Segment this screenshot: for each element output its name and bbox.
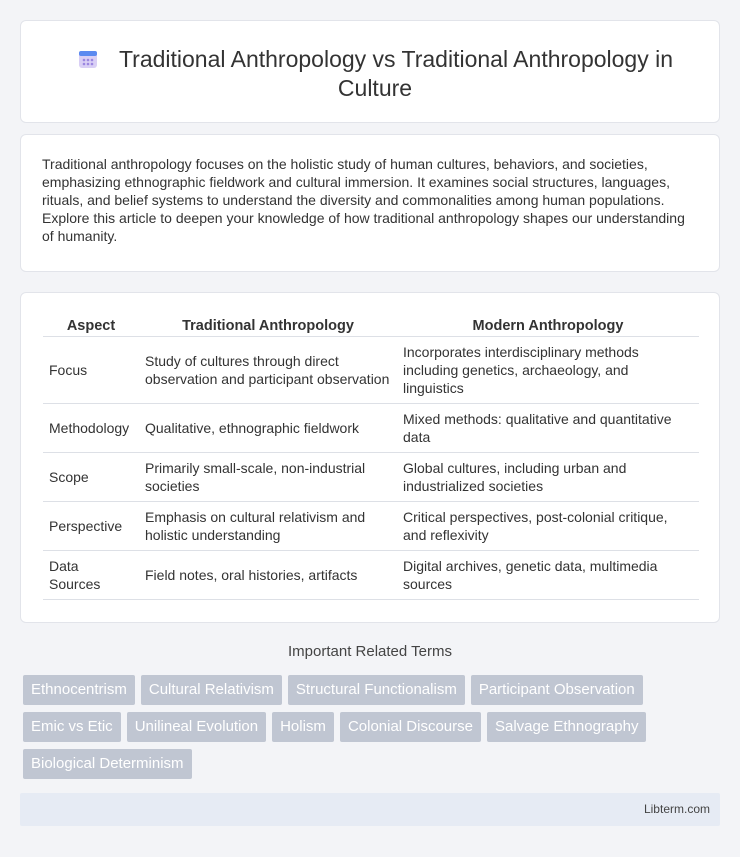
table-header-row [43, 315, 699, 337]
table-row [43, 404, 699, 453]
header-modern: Modern Anthropology [397, 315, 699, 337]
cell-aspect: Perspective [43, 502, 139, 551]
cell-traditional: Primarily small-scale, non-industrial societies [139, 453, 397, 502]
related-term-tag[interactable]: Unilineal Evolution [127, 712, 266, 742]
related-term-tag[interactable]: Emic vs Etic [23, 712, 121, 742]
cell-modern: Global cultures, including urban and industrialized societies [397, 453, 699, 502]
related-terms-title: Important Related Terms [288, 643, 452, 660]
cell-aspect: Scope [43, 453, 139, 502]
table-row [43, 551, 699, 600]
related-term-tag[interactable]: Cultural Relativism [141, 675, 282, 705]
related-term-tag[interactable]: Ethnocentrism [23, 675, 135, 705]
cell-modern: Mixed methods: qualitative and quantitative data [397, 404, 699, 453]
comparison-card [20, 292, 720, 623]
related-term-tag[interactable]: Salvage Ethnography [487, 712, 646, 742]
cell-modern: Digital archives, genetic data, multimedia sources [397, 551, 699, 600]
title-card [20, 20, 720, 123]
cell-traditional: Emphasis on cultural relativism and holistic understanding [139, 502, 397, 551]
cell-aspect: Methodology [43, 404, 139, 453]
cell-traditional: Qualitative, ethnographic fieldwork [139, 404, 397, 453]
comparison-table [43, 315, 699, 600]
footer-brand[interactable]: Libterm.com [643, 802, 710, 816]
cell-aspect: Focus [43, 337, 139, 404]
related-terms-list [23, 675, 703, 779]
cell-traditional: Study of cultures through direct observation and participant observation [139, 337, 397, 404]
header-traditional: Traditional Anthropology [139, 315, 397, 337]
header-aspect: Aspect [43, 315, 139, 337]
table-row [43, 453, 699, 502]
cell-traditional: Field notes, oral histories, artifacts [139, 551, 397, 600]
table-row [43, 337, 699, 404]
page-title-text: Traditional Anthropology vs Traditional Anthropology in Culture [118, 46, 674, 101]
related-term-tag[interactable]: Holism [272, 712, 334, 742]
page-title [51, 45, 699, 103]
intro-paragraph: Traditional anthropology focuses on the holistic study of human cultures, behaviors, and societies, emphasizing ethnographic fieldwork and cultural immersion. It examines social structures, languages, rituals, and belief systems to understand the diversity and commonalities among human populations. Explore this article to deepen your knowledge of how traditional anthropology shapes our understanding of humanity. [42, 156, 685, 244]
footer-bar [20, 793, 720, 826]
related-term-tag[interactable]: Participant Observation [471, 675, 643, 705]
cell-modern: Incorporates interdisciplinary methods including genetics, archaeology, and linguistics [397, 337, 699, 404]
cell-modern: Critical perspectives, post-colonial critique, and reflexivity [397, 502, 699, 551]
calendar-icon [77, 48, 99, 70]
cell-aspect: Data Sources [43, 551, 139, 600]
related-term-tag[interactable]: Colonial Discourse [340, 712, 481, 742]
table-row [43, 502, 699, 551]
related-term-tag[interactable]: Structural Functionalism [288, 675, 465, 705]
intro-card [20, 134, 720, 272]
related-term-tag[interactable]: Biological Determinism [23, 749, 192, 779]
